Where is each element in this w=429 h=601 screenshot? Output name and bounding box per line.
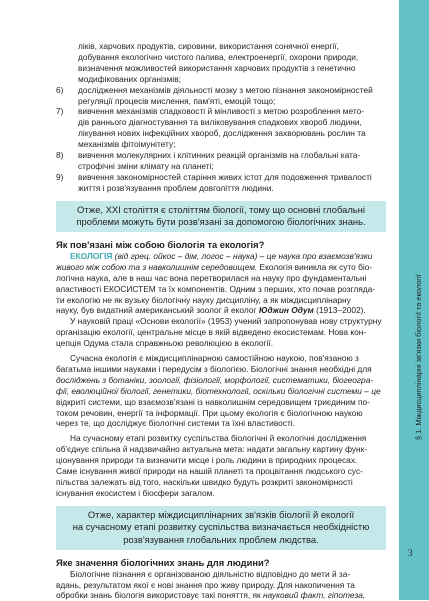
conclusion-line: Отже, ХХІ століття є століттям біології, тому що основні глобальні [77, 203, 365, 215]
scientist-name: Юджин Одум [258, 305, 314, 316]
text-fragment: Екологія виникла як суто біо- [257, 261, 373, 272]
list-continuation [56, 41, 386, 85]
paragraph-current-stage [56, 433, 386, 498]
text-fragment: (від грец. [112, 250, 154, 261]
text-fragment: (1913–2002). [313, 305, 366, 316]
text-line: Біологічне пізнання є організованою діяльністю відповідно до мети й за- [70, 568, 351, 579]
text-line: Сучасна екологія є міждисциплінарною самостійною наукою, пов'язаною з [70, 353, 359, 364]
text-fragment: науковий факт, гіпотеза, [262, 590, 366, 601]
text-line: ліків, харчових продуктів, сировини, використання сонячної енергії, [78, 41, 339, 51]
list-number: 9) [56, 171, 64, 182]
list-item-7 [56, 106, 386, 150]
text-line: логічна наука, але в наш час вона перетворилася на науку про фундаментальні [56, 272, 367, 283]
text-line: дослідження механізмів діяльності мозку з метою пізнання закономірностей [78, 84, 373, 95]
text-line: існування екосистем і біосфери загалом. [56, 487, 215, 498]
text-line: лікування нових інфекційних хвороб, дослідження захворювань рослин та [78, 128, 366, 139]
text-line: цепція Одума стала справжньою революцією в екології. [56, 338, 274, 349]
text-fragment: науку, був видатний американський зоолог й еколог [56, 305, 259, 316]
list-item-6 [56, 85, 386, 107]
conclusion-line: на сучасному етапі розвитку суспільства визначається необхідністю [72, 521, 370, 533]
text-line: дів раннього діагностування та виліковування спадкових хвороб людини, [78, 117, 362, 128]
text-line: організацію екології, центральне місце в якій відведено екосистемам. Нова кон- [56, 327, 367, 338]
text-line: На сучасному етапі розвитку суспільства біологічні й екологічні дослідження [70, 433, 367, 444]
paragraph-knowledge [56, 569, 386, 601]
list-number: 8) [56, 150, 64, 161]
paragraph-modern-ecology [56, 353, 386, 429]
text-fragment: живого між собою та з навколишнім середовищем. [56, 261, 258, 272]
conclusion-box [56, 201, 386, 232]
section-heading: Як пов'язані між собою біологія та екологія? [56, 238, 265, 250]
text-line: ти екологію не як вузьку біологічну науку дисципліну, а як міждисциплінарну [56, 294, 351, 305]
text-line: визначення можливостей використання харчових продуктів з генетично [78, 62, 356, 73]
conclusion-box [56, 506, 386, 550]
text-line: вивчення механізмів спадковості й мінливості з метою розроблення мето- [78, 106, 365, 117]
text-line: строфічні зміни клімату на планеті; [78, 160, 214, 171]
text-line: током речовин, енергії та інформації. При цьому екологія є біологічною наукою [56, 407, 363, 418]
text-line: вивчення молекулярних і клітинних реакцій організмів на глобальні ката- [78, 150, 361, 161]
conclusion-line: Отже, характер міждисциплінарних зв'язків біології й екології [87, 508, 355, 520]
text-line: модифікованих організмів; [78, 73, 181, 84]
list-item-8 [56, 150, 386, 172]
text-line: досліджень з ботаніки, зоології, фізіології, морфології, систематики, біогеогра- [56, 374, 374, 385]
text-line: вивчення закономірностей старіння живих істот для подовження тривалості [78, 171, 372, 182]
list-number: 6) [56, 84, 64, 95]
text-line: регуляції процесів мислення, пам'яті, емоцій тощо; [78, 95, 276, 106]
text-fragment: ойкос – дім, логос – наука) – це наука про взаємозв'язки [153, 250, 373, 261]
text-line: багатьма іншими науками і передусім з біологією. Біологічні знання необхідні для [56, 363, 372, 374]
text-line: властивості ЕКОСИСТЕМ та їх компонентів. Одним з перших, хто почав розгляда- [56, 283, 376, 294]
text-line: вдань, результатом якої є нові знання про живу природу. Для накопичення та [56, 579, 355, 590]
text-line: ціонування природи та визначити місце і роль людини в природних процесах. [56, 455, 358, 466]
conclusion-line: проблеми можуть бути розв'язані за допомогою біологічних знань. [76, 216, 366, 228]
page-content [56, 41, 386, 601]
text-line: через те, що досліджує біологічні системи та їхні властивості. [56, 418, 295, 429]
text-line: відкриті системи, що взаємозв'язані із навколишнім середовищем триєдиним по- [56, 396, 370, 407]
list-number: 7) [56, 106, 64, 117]
conclusion-line: розв'язування глобальних проблем людства. [123, 534, 319, 545]
page-number: 3 [408, 548, 413, 558]
list-item-9 [56, 172, 386, 194]
text-line: життя і розв'язування проблем довголіття людини. [78, 182, 274, 193]
text-line: механізмів фітоімунітету; [78, 139, 176, 150]
text-line: Саме існування живої природи на нашій планеті та процвітання людського сус- [56, 466, 363, 477]
text-line: У науковій праці «Основи екології» (1953) учений запропонував нову структурну [70, 316, 382, 327]
text-line: об'єднує спільна й надзвичайно актуальна мета: надати загальну картину функ- [56, 444, 368, 455]
term-ecology: ЕКОЛОГІЯ [70, 250, 113, 261]
paragraph-ecology [56, 251, 386, 349]
text-line: добування екологічно чистого палива, електроенергії, охорони природи, [78, 51, 359, 62]
running-head: § 1. Міждисциплінарні зв'язки біології та екології [414, 274, 423, 440]
text-fragment: обробки знань біологія використовує такі поняття, як [56, 590, 263, 601]
text-line: пільства залежать від того, наскільки швидко будуть розкриті закономірності [56, 477, 353, 487]
text-line: фії, еволюційної біології, генетики, біотехнології, оскільки біологічні системи – це [56, 385, 381, 396]
section-heading: Яке значення біологічних знань для людини? [56, 556, 270, 568]
